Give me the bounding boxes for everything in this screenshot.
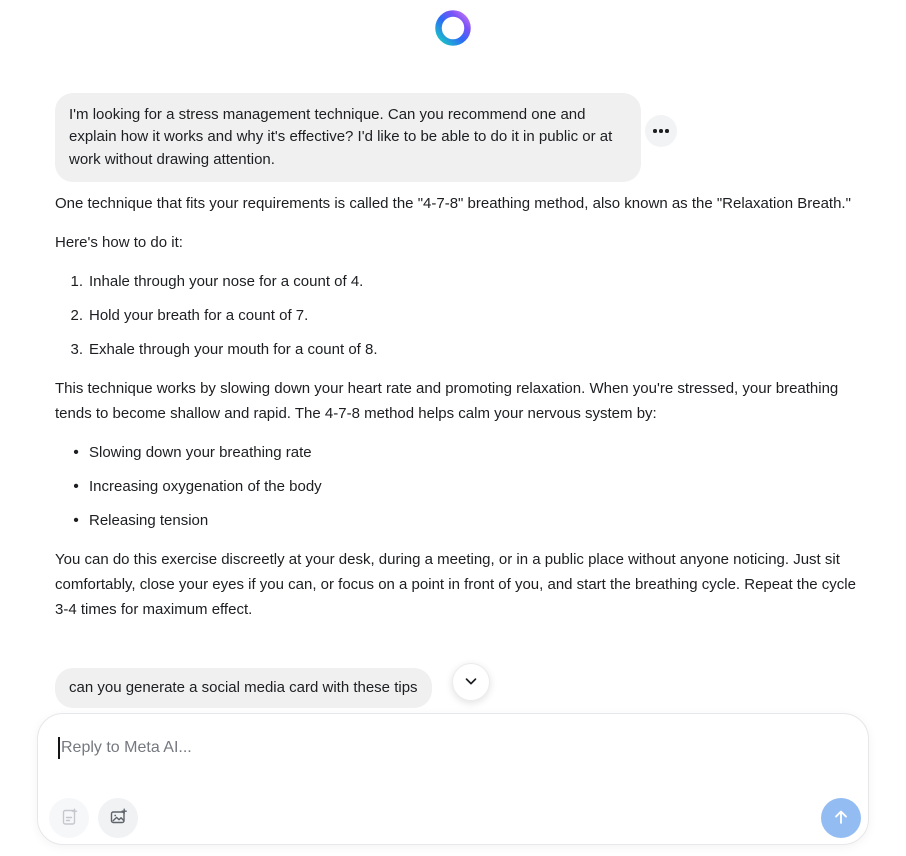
document-plus-icon [59, 807, 79, 830]
assistant-response [55, 191, 870, 636]
step-item [65, 269, 870, 294]
benefit-text: • Slowing down your breathing rate [89, 444, 312, 461]
steps-list [55, 269, 870, 362]
attach-image-button[interactable] [98, 798, 138, 838]
benefit-item [65, 440, 870, 465]
step-text: Exhale through your mouth for a count of 8. [89, 341, 378, 358]
user-message-bubble [55, 93, 641, 182]
chevron-down-icon [462, 672, 480, 693]
step-item [65, 303, 870, 328]
step-item [65, 337, 870, 362]
benefit-text: • Releasing tension [89, 512, 209, 529]
scroll-to-bottom-button[interactable] [452, 663, 490, 701]
step-number: 1. [70, 273, 83, 290]
benefit-item [65, 508, 870, 533]
user-message-text: can you generate a social media card with these tips [69, 679, 418, 696]
step-text: Inhale through your nose for a count of 4. [89, 273, 364, 290]
response-intro: One technique that fits your requirements is called the "4-7-8" breathing method, also known as the "Relaxation Breath." [55, 195, 851, 212]
step-number: 2. [70, 307, 83, 324]
benefit-text: • Increasing oxygenation of the body [89, 478, 322, 495]
user-message-bubble [55, 668, 432, 708]
reply-input[interactable] [60, 739, 844, 757]
header [0, 9, 906, 52]
response-closing: You can do this exercise discreetly at your desk, during a meeting, or in a public place without anyone noticing. Just sit comfortably, close your eyes if you can, or focus on a point in front of you, and start the breathing cycle. Repeat the cycle 3-4 times for maximum effect. [55, 551, 856, 618]
arrow-up-icon [831, 807, 851, 830]
send-button[interactable] [821, 798, 861, 838]
ellipsis-icon [653, 129, 669, 133]
message-more-button[interactable] [645, 115, 677, 147]
image-plus-icon [108, 807, 128, 830]
benefits-list [55, 440, 870, 533]
reply-composer [37, 713, 869, 845]
step-number: 3. [70, 341, 83, 358]
response-how-to-heading: Here's how to do it: [55, 234, 183, 251]
meta-ai-logo-icon [434, 9, 472, 52]
attach-file-button[interactable] [49, 798, 89, 838]
benefit-item [65, 474, 870, 499]
user-message-text: I'm looking for a stress management technique. Can you recommend one and explain how it works and why it's effective? I'd like to be able to do it in public or at work without drawing attention. [69, 106, 613, 168]
step-text: Hold your breath for a count of 7. [89, 307, 309, 324]
reply-input-line [58, 734, 844, 762]
response-explanation: This technique works by slowing down your heart rate and promoting relaxation. When you're stressed, your breathing tends to become shallow and rapid. The 4-7-8 method helps calm your nervous system by: [55, 380, 839, 422]
